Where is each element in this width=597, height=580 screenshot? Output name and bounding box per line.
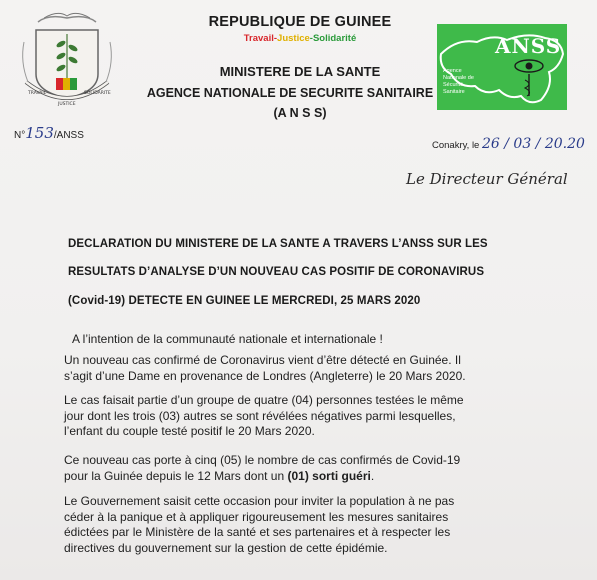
motto-part-2: Justice	[277, 33, 310, 44]
reference-suffix: /ANSS	[53, 130, 84, 141]
dateline	[432, 136, 585, 152]
paragraph-4	[64, 494, 594, 556]
paragraph-line: Ce nouveau cas porte à cinq (05) le nombre de cas confirmés de Covid-19	[64, 453, 461, 467]
motto-part-3: -Solidarité	[309, 33, 357, 44]
reference-number	[14, 124, 84, 142]
paragraph-line: jour dont les trois (03) autres se sont révélées négatives parmi lesquelles,	[64, 408, 456, 423]
paragraph-text: .	[370, 468, 375, 483]
ministry-heading: MINISTERE DE LA SANTE	[219, 64, 381, 79]
crest-motto-right: SOLIDARITE	[84, 91, 111, 96]
reference-handwritten-number: 153	[25, 124, 54, 142]
motto-part-1: Travail-	[243, 33, 278, 44]
crest-motto-left: TRAVAIL	[28, 91, 47, 96]
declaration-title-line: DECLARATION DU MINISTERE DE LA SANTE A TRAVERS L’ANSS SUR LES	[68, 238, 488, 250]
anss-subtitle-line: Agence	[443, 68, 462, 74]
declaration-title-line: RESULTATS D’ANALYSE D’UN NOUVEAU CAS POSITIF DE CORONAVIRUS	[68, 266, 485, 278]
paragraph-line: Le cas faisait partie d’un groupe de quatre (04) personnes testées le même	[64, 393, 464, 407]
signatory-title: Le Directeur Général	[406, 170, 568, 188]
anss-subtitle-line: Nationale de	[443, 75, 474, 81]
paragraph-1	[64, 353, 594, 384]
paragraph-3	[64, 453, 594, 484]
paragraph-2	[64, 393, 594, 440]
crest-motto-middle: JUSTICE	[58, 102, 76, 107]
paragraph-line: directives du gouvernement sur la gestion de cette épidémie.	[64, 540, 388, 555]
paragraph-line: l’enfant du couple testé positif le 20 Mars 2020.	[64, 424, 315, 438]
paragraph-line: édictées par le Ministère de la santé et ses partenaires et à respecter les	[64, 525, 451, 539]
paragraph-line: céder à la panique et à appliquer rigoureusement les mesures sanitaires	[64, 509, 449, 524]
republic-heading: REPUBLIQUE DE GUINEE	[208, 14, 392, 30]
paragraph-line: Le Gouvernement saisit cette occasion pour inviter la population à ne pas	[64, 494, 455, 508]
anss-logo-title: ANSS	[495, 34, 562, 58]
anss-subtitle-line: Sanitaire	[443, 89, 465, 95]
paragraph-line	[64, 469, 594, 485]
national-motto	[150, 33, 450, 44]
agency-heading: AGENCE NATIONALE DE SECURITE SANITAIRE	[146, 86, 434, 100]
reference-prefix: N°	[14, 130, 26, 141]
declaration-title-line: (Covid-19) DETECTE EN GUINEE LE MERCREDI, 25 MARS 2020	[68, 295, 421, 307]
intro-text: A l’intention de la communauté nationale et internationale !	[72, 332, 383, 346]
dateline-handwritten-date: 26 / 03 / 20.20	[481, 136, 585, 152]
paragraph-line: s’agit d’une Dame en provenance de Londres (Angleterre) le 20 Mars 2020.	[64, 368, 466, 383]
anss-logo-subtitle	[443, 68, 495, 96]
agency-acronym: (A N S S)	[273, 106, 327, 120]
guinea-coat-of-arms-icon	[18, 12, 116, 112]
paragraph-text: pour la Guinée depuis le 12 Mars dont un	[64, 468, 288, 483]
recovered-count-emphasis: (01) sorti guéri	[287, 468, 371, 483]
paragraph-line: Un nouveau cas confirmé de Coronavirus vient d’être détecté en Guinée. Il	[64, 353, 461, 367]
anss-logo	[437, 24, 567, 110]
dateline-label: Conakry, le	[432, 140, 480, 151]
anss-subtitle-line: Sécurité	[443, 82, 464, 88]
